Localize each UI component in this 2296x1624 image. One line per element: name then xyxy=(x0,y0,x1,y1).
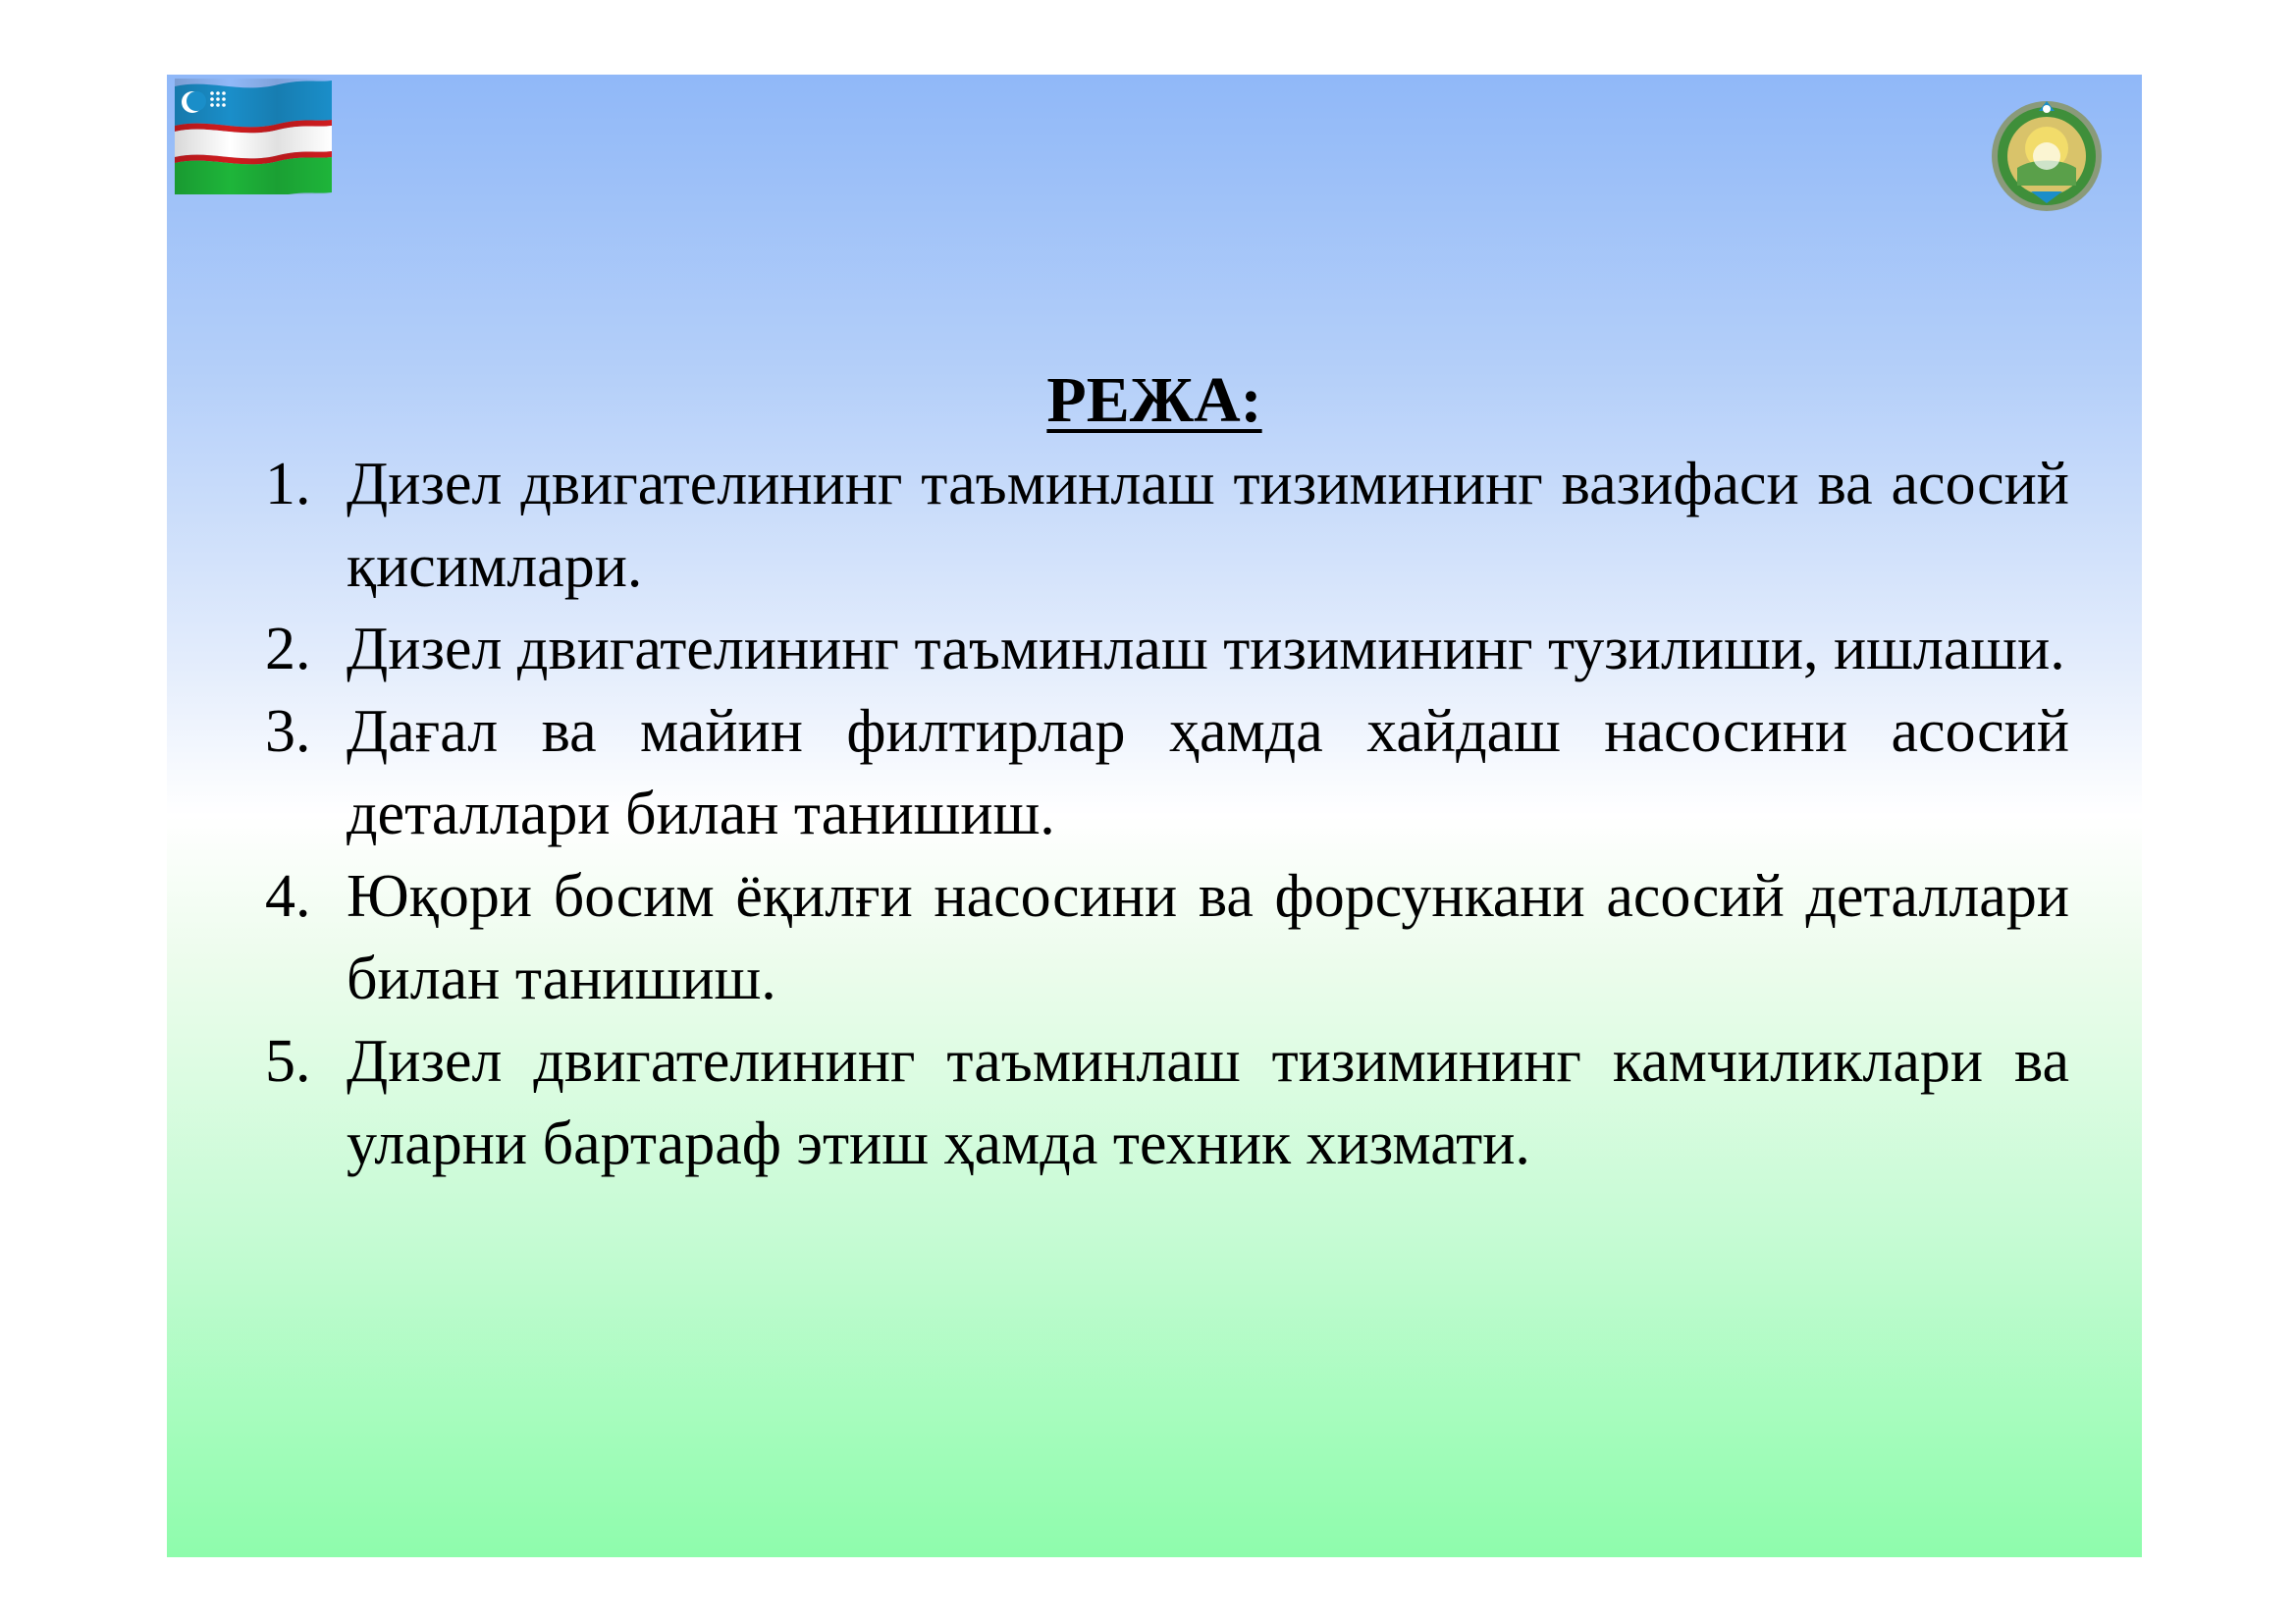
list-item-number: 1. xyxy=(265,451,311,517)
list-item-number: 3. xyxy=(265,698,311,765)
list-item xyxy=(265,608,2069,690)
list-item xyxy=(265,690,2069,855)
list-item-number: 2. xyxy=(265,616,311,682)
list-item-text: Юқори босим ёқилғи насосини ва форсункани асосий деталлари билан танишиш. xyxy=(347,863,2069,1012)
plan-list xyxy=(265,443,2069,1185)
list-item-text: Дизел двигателининг таъминлаш тизимининг тузилиши, ишлаши. xyxy=(347,616,2065,682)
list-item xyxy=(265,1020,2069,1185)
uzbekistan-flag-icon xyxy=(171,77,336,194)
list-item xyxy=(265,855,2069,1020)
list-item-text: Дизел двигателининг таъминлаш тизимининг камчиликлари ва уларни бартараф этиш ҳамда техник хизмати. xyxy=(347,1028,2069,1177)
list-item xyxy=(265,443,2069,608)
list-item-text: Дизел двигателининг таъминлаш тизимининг вазифаси ва асосий қисимлари. xyxy=(347,451,2069,600)
list-item-number: 5. xyxy=(265,1028,311,1095)
list-item-text: Дағал ва майин филтирлар ҳамда хайдаш насосини асосий деталлари билан танишиш. xyxy=(347,698,2069,847)
list-item-number: 4. xyxy=(265,863,311,930)
page-title: РЕЖА: xyxy=(1046,364,1262,436)
uzbekistan-state-emblem-icon xyxy=(1988,97,2106,215)
slide xyxy=(167,75,2142,1557)
